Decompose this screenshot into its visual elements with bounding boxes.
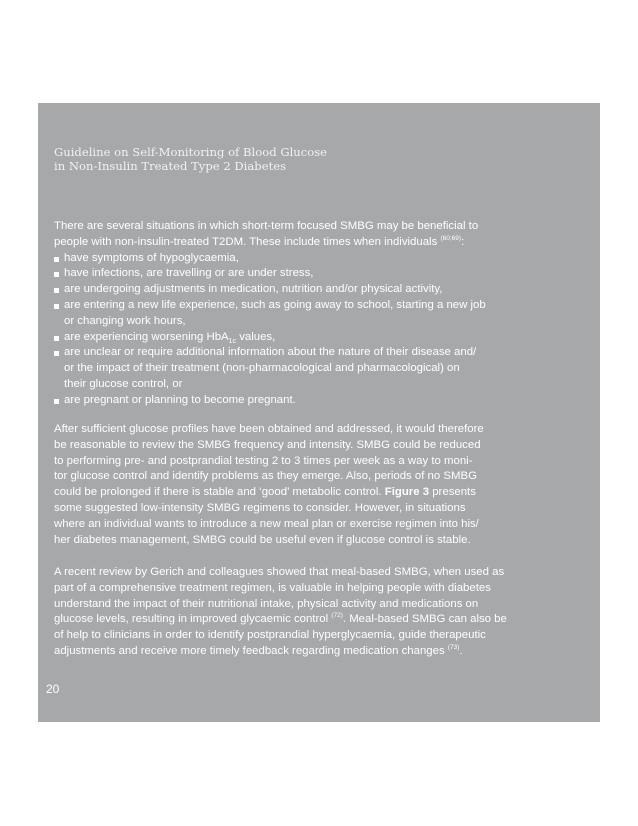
- paragraph-line: After sufficient glucose profiles have been obtained and addressed, it would therefore: [54, 423, 484, 435]
- bullet-square-icon: [54, 272, 59, 277]
- paragraph-line: A recent review by Gerich and colleagues showed that meal-based SMBG, when used as: [54, 566, 505, 578]
- paragraph-3: [54, 565, 507, 660]
- paragraph-line: be reasonable to review the SMBG frequency and intensity. SMBG could be reduced: [54, 438, 481, 451]
- header-line-2: in Non-Insulin Treated Type 2 Diabetes: [54, 159, 287, 173]
- page-header: [54, 145, 327, 173]
- list-item: [54, 298, 499, 330]
- list-item-text: or changing work hours,: [64, 314, 186, 327]
- paragraph-line: tor glucose control and identify problems as they emerge. Also, periods of no SMBG: [54, 470, 477, 483]
- paragraph-line-text: presents: [429, 486, 476, 499]
- bullet-square-icon: [54, 336, 59, 341]
- bullet-square-icon: [54, 351, 59, 356]
- intro-line-1: There are several situations in which short-term focused SMBG may be beneficial to: [54, 220, 479, 232]
- bullet-square-icon: [54, 399, 59, 404]
- list-item-text: values,: [236, 330, 276, 343]
- citation-ref: (72): [331, 612, 343, 620]
- list-item: [54, 282, 499, 298]
- list-item: [54, 393, 499, 409]
- list-item-text: are undergoing adjustments in medication, nutrition and/or physical activity,: [64, 283, 443, 296]
- paragraph-line: to performing pre- and postprandial testing 2 to 3 times per week as a way to moni-: [54, 454, 473, 467]
- list-item: [54, 330, 499, 346]
- paragraph-line-text: . Meal-based SMBG can also be: [342, 613, 507, 626]
- citation-ref: (73): [447, 643, 460, 651]
- paragraph-line: of help to clinicians in order to identify postprandial hyperglycaemia, guide therapeutic: [54, 629, 486, 642]
- subscript: 1c: [228, 337, 237, 345]
- figure-reference: Figure 3: [384, 486, 430, 499]
- list-item: [54, 251, 499, 267]
- list-item-text: are entering a new life experience, such as going away to school, starting a new job: [64, 298, 486, 311]
- paragraph-line: [54, 485, 499, 501]
- paragraph-line: her diabetes management, SMBG could be useful even if glucose control is stable.: [54, 533, 471, 546]
- paragraph-line: [54, 644, 499, 660]
- paragraph-line-text: glucose levels, resulting in improved glycaemic control: [54, 613, 332, 626]
- paragraph-line-text: adjustments and receive more timely feedback regarding medication changes: [54, 644, 448, 657]
- list-item-text: their glucose control, or: [64, 377, 183, 390]
- citation-ref: (60;69): [440, 234, 462, 242]
- intro-line-2: [54, 235, 499, 251]
- list-item-text: have infections, are travelling or are under stress,: [64, 267, 314, 280]
- paragraph-line: where an individual wants to introduce a new meal plan or exercise regimen into his/: [54, 517, 479, 530]
- list-item-text: are pregnant or planning to become pregnant.: [64, 393, 296, 406]
- paragraph-line: [54, 612, 507, 628]
- list-item-text: are unclear or require additional information about the nature of their disease and/: [64, 346, 477, 359]
- bullet-square-icon: [54, 304, 59, 309]
- paragraph-2: [54, 422, 499, 548]
- paragraph-line: some suggested low-intensity SMBG regimens to consider. However, in situations: [54, 501, 466, 514]
- list-item-text: are experiencing worsening HbA: [64, 330, 229, 343]
- bullet-square-icon: [54, 288, 59, 293]
- list-item-text: have symptoms of hypoglycaemia,: [64, 251, 239, 264]
- paragraph-line: understand the impact of their nutritional intake, physical activity and medications on: [54, 597, 479, 610]
- paragraph-line: part of a comprehensive treatment regimen, is valuable in helping people with diabetes: [54, 581, 491, 594]
- list-item-text: or the impact of their treatment (non-pharmacological and pharmacological) on: [64, 362, 460, 375]
- list-item: [54, 266, 499, 282]
- page-number: 20: [46, 682, 60, 696]
- bullet-square-icon: [54, 257, 59, 262]
- header-line-1: Guideline on Self-Monitoring of Blood Glucose: [54, 145, 328, 159]
- paragraph-line-text: could be prolonged if there is stable and ‘good’ metabolic control.: [54, 486, 385, 499]
- intro-paragraph: [54, 219, 499, 409]
- situations-list: [54, 251, 499, 409]
- intro-line-2-end: :: [461, 235, 465, 248]
- intro-line-2-text: people with non-insulin-treated T2DM. These include times when individuals: [54, 235, 438, 248]
- list-item: [54, 345, 499, 392]
- paragraph-line-text: .: [459, 644, 463, 657]
